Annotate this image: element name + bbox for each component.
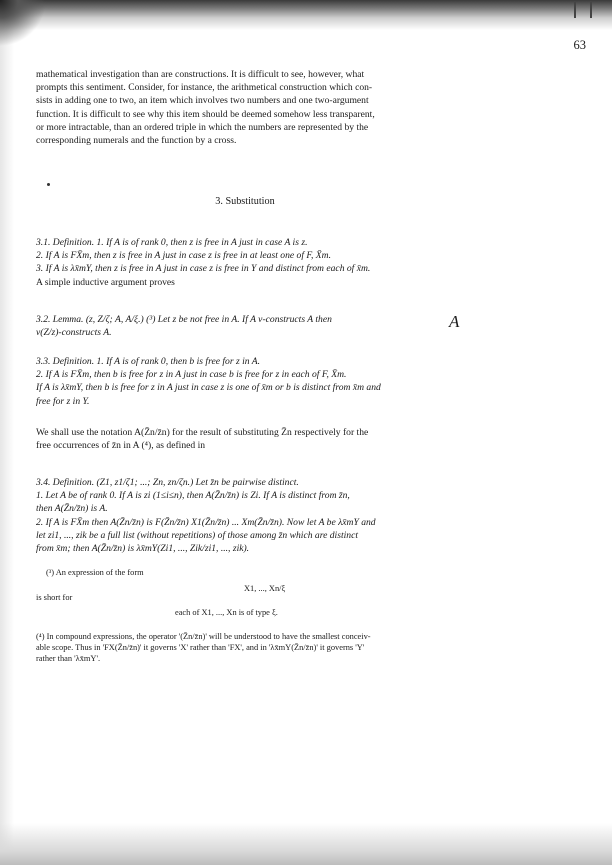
scan-mark-top-right — [574, 2, 592, 18]
definition-line: 1. Let A be of rank 0. If A is zi (1≤i≤n), then A(Z̄n/z̄n) is Zi. If A is distinct from z̄n, — [36, 490, 350, 502]
scan-corner-shadow — [0, 0, 46, 46]
intro-line: function. It is difficult to see why this item should be deemed somehow less transparent, — [36, 108, 375, 120]
notation-paragraph — [36, 426, 586, 452]
definition-line: 2. If A is FX̄m, then b is free for z in A just in case b is free for z in each of F, X̄m. — [36, 369, 347, 381]
scan-shadow-left — [0, 0, 14, 865]
intro-line: prompts this sentiment. Consider, for instance, the arithmetical construction which con- — [36, 82, 373, 94]
footnote-line: rather than 'λx̄mY'. — [36, 654, 101, 664]
footnote-3-short: is short for — [36, 593, 73, 602]
definition-3-4 — [36, 476, 586, 555]
footnote-line: (⁴) In compound expressions, the operator '(Z̄n/z̄n)' will be understood to have the smallest conceiv- — [36, 632, 371, 641]
footnote-3-type: each of X1, ..., Xn is of type ξ. — [175, 608, 278, 617]
margin-annotation: A — [449, 312, 460, 331]
footnote-3-formula: X1, ..., Xn/ξ — [244, 584, 286, 593]
definition-line: let zi1, ..., zik be a full list (without repetitions) of those among z̄n which are distinct — [36, 529, 358, 541]
definition-3-3 — [36, 355, 586, 408]
scan-shadow-bottom — [0, 823, 612, 865]
notation-line: free occurrences of z̄n in A (⁴), as defined in — [36, 440, 206, 452]
definition-line: 2. If A is FX̄m, then z is free in A just in case z is free in at least one of F, X̄m. — [36, 250, 331, 262]
footnote-line: able scope. Thus in 'FX(Z̄n/z̄n)' it governs 'X' rather than 'FX', and in 'λx̄mY(Z̄n/z̄n)' it governs 'Y' — [36, 643, 365, 653]
intro-line: sists in adding one to two, an item which involves two numbers and one two-argument — [36, 95, 369, 107]
page-number: 63 — [573, 38, 586, 52]
definition-line: 3.4. Definition. (Z1, z1/ζ1; ...; Zn, zn/ζn.) Let z̄n be pairwise distinct. — [36, 477, 299, 488]
intro-line: or more intractable, than an ordered triple in which the numbers are represented by the — [36, 121, 369, 133]
section-title: 3. Substitution — [215, 196, 275, 207]
intro-paragraph — [36, 68, 586, 147]
definition-line: If A is λx̄mY, then b is free for z in A just in case z is one of x̄m or b is distinct from x̄m and — [36, 382, 381, 394]
definition-line: A simple inductive argument proves — [36, 276, 175, 288]
intro-line: mathematical investigation than are constructions. It is difficult to see, however, what — [36, 69, 365, 80]
definition-line: 3.3. Definition. 1. If A is of rank 0, then b is free for z in A. — [36, 356, 261, 367]
definition-line: 3.1. Definition. 1. If A is of rank 0, then z is free in A just in case A is z. — [36, 237, 308, 248]
notation-line: We shall use the notation A(Z̄n/z̄n) for the result of substituting Z̄n respectively for the — [36, 427, 369, 438]
definition-3-1 — [36, 236, 586, 289]
definition-line: free for z in Y. — [36, 395, 90, 407]
footnote-3-intro: (³) An expression of the form — [46, 568, 144, 577]
scan-shadow-top — [0, 0, 612, 30]
intro-line: corresponding numerals and the function by a cross. — [36, 135, 237, 147]
footnote-4 — [36, 631, 586, 665]
lemma-line: 3.2. Lemma. (z, Z/ζ; A, A/ξ.) (³) Let z be not free in A. If A v-constructs A then — [36, 314, 332, 325]
definition-line: from x̄m; then A(Z̄n/z̄n) is λx̄mY(Zi1, ..., Zik/zi1, ..., zik). — [36, 543, 250, 555]
definition-line: 3. If A is λx̄mY, then z is free in A just in case z is free in Y and distinct from each of x̄m. — [36, 263, 371, 275]
definition-line: 2. If A is FX̄m then A(Z̄n/z̄n) is F(Z̄n/z̄n) X1(Z̄n/z̄n) ... Xm(Z̄n/z̄n). Now let A be λx̄mY and — [36, 516, 376, 528]
definition-line: then A(Z̄n/z̄n) is A. — [36, 503, 108, 515]
lemma-3-2 — [36, 313, 440, 339]
speck — [47, 183, 50, 186]
lemma-line: v(Z/z)-constructs A. — [36, 327, 112, 339]
